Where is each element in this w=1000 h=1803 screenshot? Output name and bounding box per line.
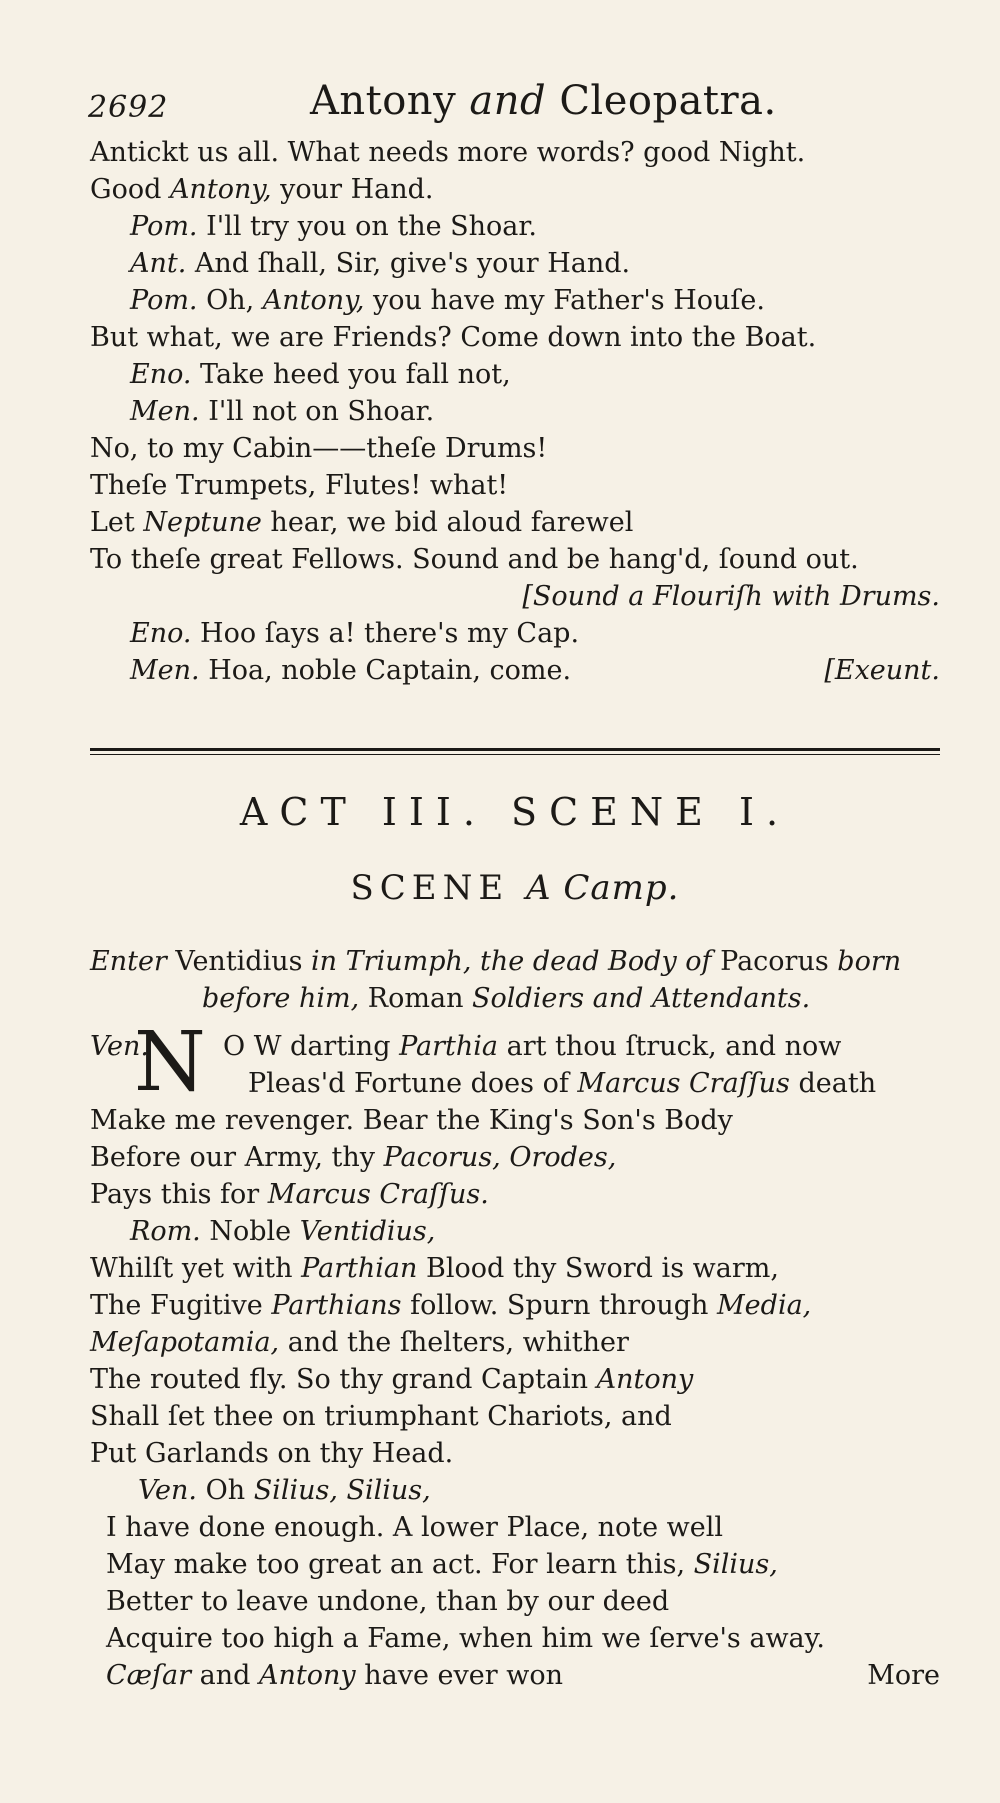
- catchword: More: [867, 1660, 940, 1691]
- text-line: But what, we are Friends? Come down into the Boat.: [90, 322, 817, 353]
- text-line: Men. Hoa, noble Captain, come. [Exeunt.: [90, 652, 940, 689]
- speaker: Rom.: [130, 1216, 201, 1247]
- speaker: Eno.: [130, 359, 192, 390]
- text-line: Make me revenger. Bear the King's Son's Body: [90, 1105, 733, 1136]
- section-rule-thin: [90, 754, 940, 755]
- text-line: Ven. O W darting Parthia art thou ſtruck, and now: [90, 1031, 842, 1062]
- text-line: To theſe great Fellows. Sound and be hang'd, ſound out.: [90, 544, 859, 575]
- section-rule: [90, 748, 940, 751]
- text-block-top: [90, 134, 940, 689]
- text-line: No, to my Cabin——theſe Drums!: [90, 433, 548, 464]
- text-line: Put Garlands on thy Head.: [90, 1438, 454, 1469]
- text-line: Acquire too high a Fame, when him we ſerve's away.: [106, 1623, 825, 1654]
- speaker: Eno.: [130, 618, 192, 649]
- text-line: Good Antony, your Hand.: [90, 174, 434, 205]
- page-number: 2692: [88, 90, 169, 125]
- text-line: Pom. I'll try you on the Shoar.: [130, 211, 537, 242]
- text-line: The Fugitive Parthians follow. Spurn through Media,: [90, 1290, 812, 1321]
- speaker: Ven.: [138, 1475, 197, 1506]
- text-line: The routed fly. So thy grand Captain Antony: [90, 1364, 694, 1395]
- text-block-scene: [90, 1028, 940, 1694]
- text-line: Enter Ventidius in Triumph, the dead Body of Pacorus born: [90, 946, 902, 977]
- text-line: Men. I'll not on Shoar.: [130, 396, 435, 427]
- text-line: Pays this for Marcus Craſſus.: [90, 1179, 489, 1210]
- speaker: Ant.: [130, 248, 187, 279]
- text-line: before him, Roman Soldiers and Attendants.: [202, 983, 811, 1014]
- speaker: Men.: [130, 655, 200, 686]
- speaker: Men.: [130, 396, 200, 427]
- text-line: Theſe Trumpets, Flutes! what!: [90, 470, 509, 501]
- running-title: Antony and Cleopatra.: [310, 78, 777, 124]
- speaker: Pom.: [130, 211, 198, 242]
- text-line: Let Neptune hear, we bid aloud farewel: [90, 507, 634, 538]
- exit-direction: [Exeunt.: [824, 655, 940, 686]
- entrance-direction: [90, 943, 940, 1017]
- text-line: Antickt us all. What needs more words? good Night.: [90, 137, 806, 168]
- text-line: Meſapotamia, and the ſhelters, whither: [90, 1327, 629, 1358]
- text-line: Shall ſet thee on triumphant Chariots, and: [90, 1401, 672, 1432]
- text-line: May make too great an act. For learn this, Silius,: [106, 1549, 778, 1580]
- text-line: Better to leave undone, than by our deed: [106, 1586, 670, 1617]
- act-heading: ACT III. SCENE I.: [239, 790, 791, 834]
- running-header: [88, 72, 948, 132]
- speaker: Pom.: [130, 285, 198, 316]
- text-line: I have done enough. A lower Place, note well: [106, 1512, 724, 1543]
- text-line: Eno. Hoo ſays a! there's my Cap.: [130, 618, 580, 649]
- text-line: Rom. Noble Ventidius,: [130, 1216, 436, 1247]
- text-line: Eno. Take heed you fall not,: [130, 359, 511, 390]
- text-line: Ant. And ſhall, Sir, give's your Hand.: [130, 248, 631, 279]
- drop-cap: N: [134, 1015, 206, 1110]
- text-line: Ven. Oh Silius, Silius,: [138, 1475, 431, 1506]
- speaker: Ven.: [90, 1031, 149, 1062]
- stage-direction: [Sound a Flouriſh with Drums.: [522, 581, 940, 612]
- text-line: Whilſt yet with Parthian Blood thy Sword is warm,: [90, 1253, 779, 1284]
- scene-heading: SCENE A Camp.: [350, 868, 680, 908]
- text-line: Pleas'd Fortune does of Marcus Craſſus death: [248, 1068, 877, 1099]
- text-line: Cæſar and Antony have ever won More: [90, 1657, 940, 1694]
- text-line: Before our Army, thy Pacorus, Orodes,: [90, 1142, 617, 1173]
- text-line: Pom. Oh, Antony, you have my Father's Houſe.: [130, 285, 765, 316]
